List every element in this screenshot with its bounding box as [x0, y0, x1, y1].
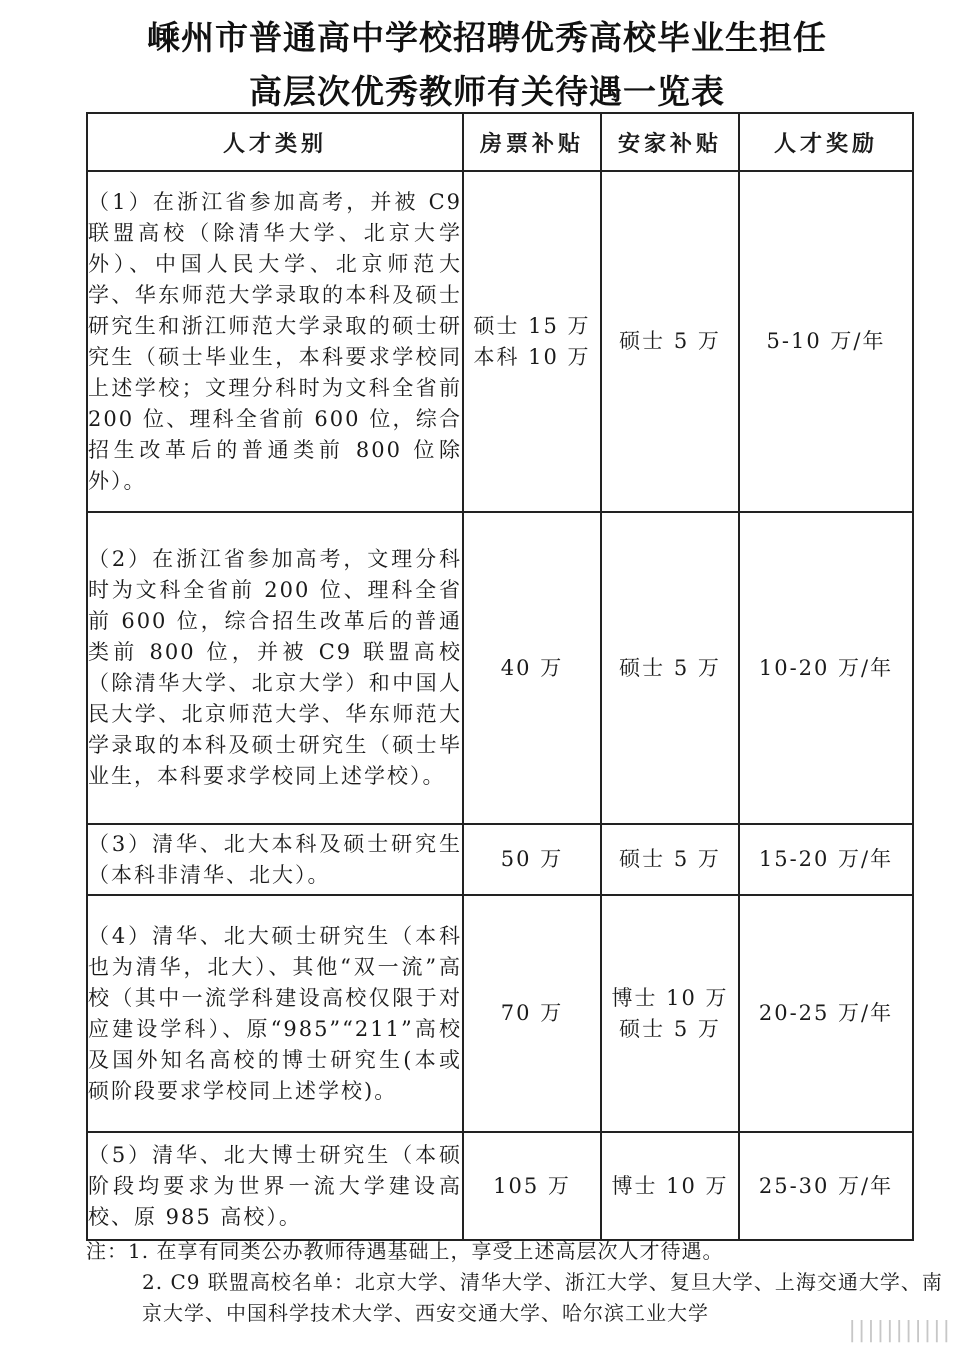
table-row: [87, 171, 913, 512]
settle-line: 硕士 5 万: [619, 329, 721, 353]
table-row: [87, 895, 913, 1132]
row-housing-subsidy: [463, 512, 601, 824]
row-category: （1）在浙江省参加高考，并被 C9 联盟高校（除清华大学、北京大学外）、中国人民大学、北京师范大学、华东师范大学录取的本科及硕士研究生和浙江师范大学录取的硕士研究生（硕士毕业生，本科要求学校同上述学校；文理分科时为文科全省前 200 位、理科全省前 600 位，综合招生改革后的普通类前 800 位除外）。: [87, 171, 463, 512]
row-settlement-subsidy: [601, 895, 739, 1132]
row-housing-subsidy: [463, 824, 601, 895]
housing-line: 硕士 15 万: [473, 313, 591, 338]
row-housing-subsidy: [463, 895, 601, 1132]
row-talent-reward: 15-20 万/年: [739, 824, 913, 895]
footnote-1: 注：1. 在享有同类公办教师待遇基础上，享受上述高层次人才待遇。: [86, 1239, 724, 1263]
row-category: （5）清华、北大博士研究生（本硕阶段均要求为世界一流大学建设高校、原 985 高校）。: [87, 1132, 463, 1240]
settle-line: 硕士 5 万: [619, 847, 721, 871]
table-row: [87, 512, 913, 824]
table-header-row: [87, 113, 913, 171]
row-settlement-subsidy: [601, 824, 739, 895]
header-housing-subsidy: 房票补贴: [463, 113, 601, 171]
header-settlement-subsidy: 安家补贴: [601, 113, 739, 171]
row-settlement-subsidy: [601, 512, 739, 824]
row-settlement-subsidy: [601, 171, 739, 512]
row-talent-reward: 10-20 万/年: [739, 512, 913, 824]
housing-line: 本科 10 万: [473, 344, 591, 369]
settle-line: 博士 10 万: [611, 1173, 729, 1198]
header-talent-reward: 人才奖励: [739, 113, 913, 171]
footnote-2: 2. C9 联盟高校名单：北京大学、清华大学、浙江大学、复旦大学、上海交通大学、南京大学、中国科学技术大学、西安交通大学、哈尔滨工业大学: [142, 1270, 943, 1325]
table-row: [87, 1132, 913, 1240]
table-row: [87, 824, 913, 895]
settle-line: 博士 10 万: [611, 985, 729, 1010]
watermark-logo: |||||||||||: [848, 1318, 952, 1343]
row-housing-subsidy: [463, 1132, 601, 1240]
row-category: （3）清华、北大本科及硕士研究生（本科非清华、北大）。: [87, 824, 463, 895]
header-talent-category: 人才类别: [87, 113, 463, 171]
document-title-line-1: 嵊州市普通高中学校招聘优秀高校毕业生担任: [147, 18, 827, 57]
housing-line: 50 万: [500, 847, 564, 871]
row-talent-reward: 25-30 万/年: [739, 1132, 913, 1240]
row-category: （2）在浙江省参加高考，文理分科时为文科全省前 200 位、理科全省前 600 位，综合招生改革后的普通类前 800 位，并被 C9 联盟高校（除清华大学、北京大学）和中国人民大学、北京师范大学、华东师范大学录取的本科及硕士研究生（硕士毕业生，本科要求学校同上述学校）。: [87, 512, 463, 824]
footnotes: [86, 1236, 946, 1329]
settle-line: 硕士 5 万: [619, 655, 721, 680]
row-housing-subsidy: [463, 171, 601, 512]
row-settlement-subsidy: [601, 1132, 739, 1240]
housing-line: 40 万: [500, 655, 564, 680]
document-title-line-2: 高层次优秀教师有关待遇一览表: [249, 72, 725, 111]
row-talent-reward: 20-25 万/年: [739, 895, 913, 1132]
housing-line: 70 万: [500, 1001, 564, 1025]
row-category: （4）清华、北大硕士研究生（本科也为清华，北大）、其他“双一流”高校（其中一流学科建设高校仅限于对应建设学科）、原“985”“211”高校及国外知名高校的博士研究生(本或硕阶段要求学校同上述学校)。: [87, 895, 463, 1132]
settle-line: 硕士 5 万: [619, 1016, 721, 1041]
housing-line: 105 万: [493, 1173, 571, 1198]
benefits-table: [86, 112, 914, 1241]
row-talent-reward: 5-10 万/年: [739, 171, 913, 512]
